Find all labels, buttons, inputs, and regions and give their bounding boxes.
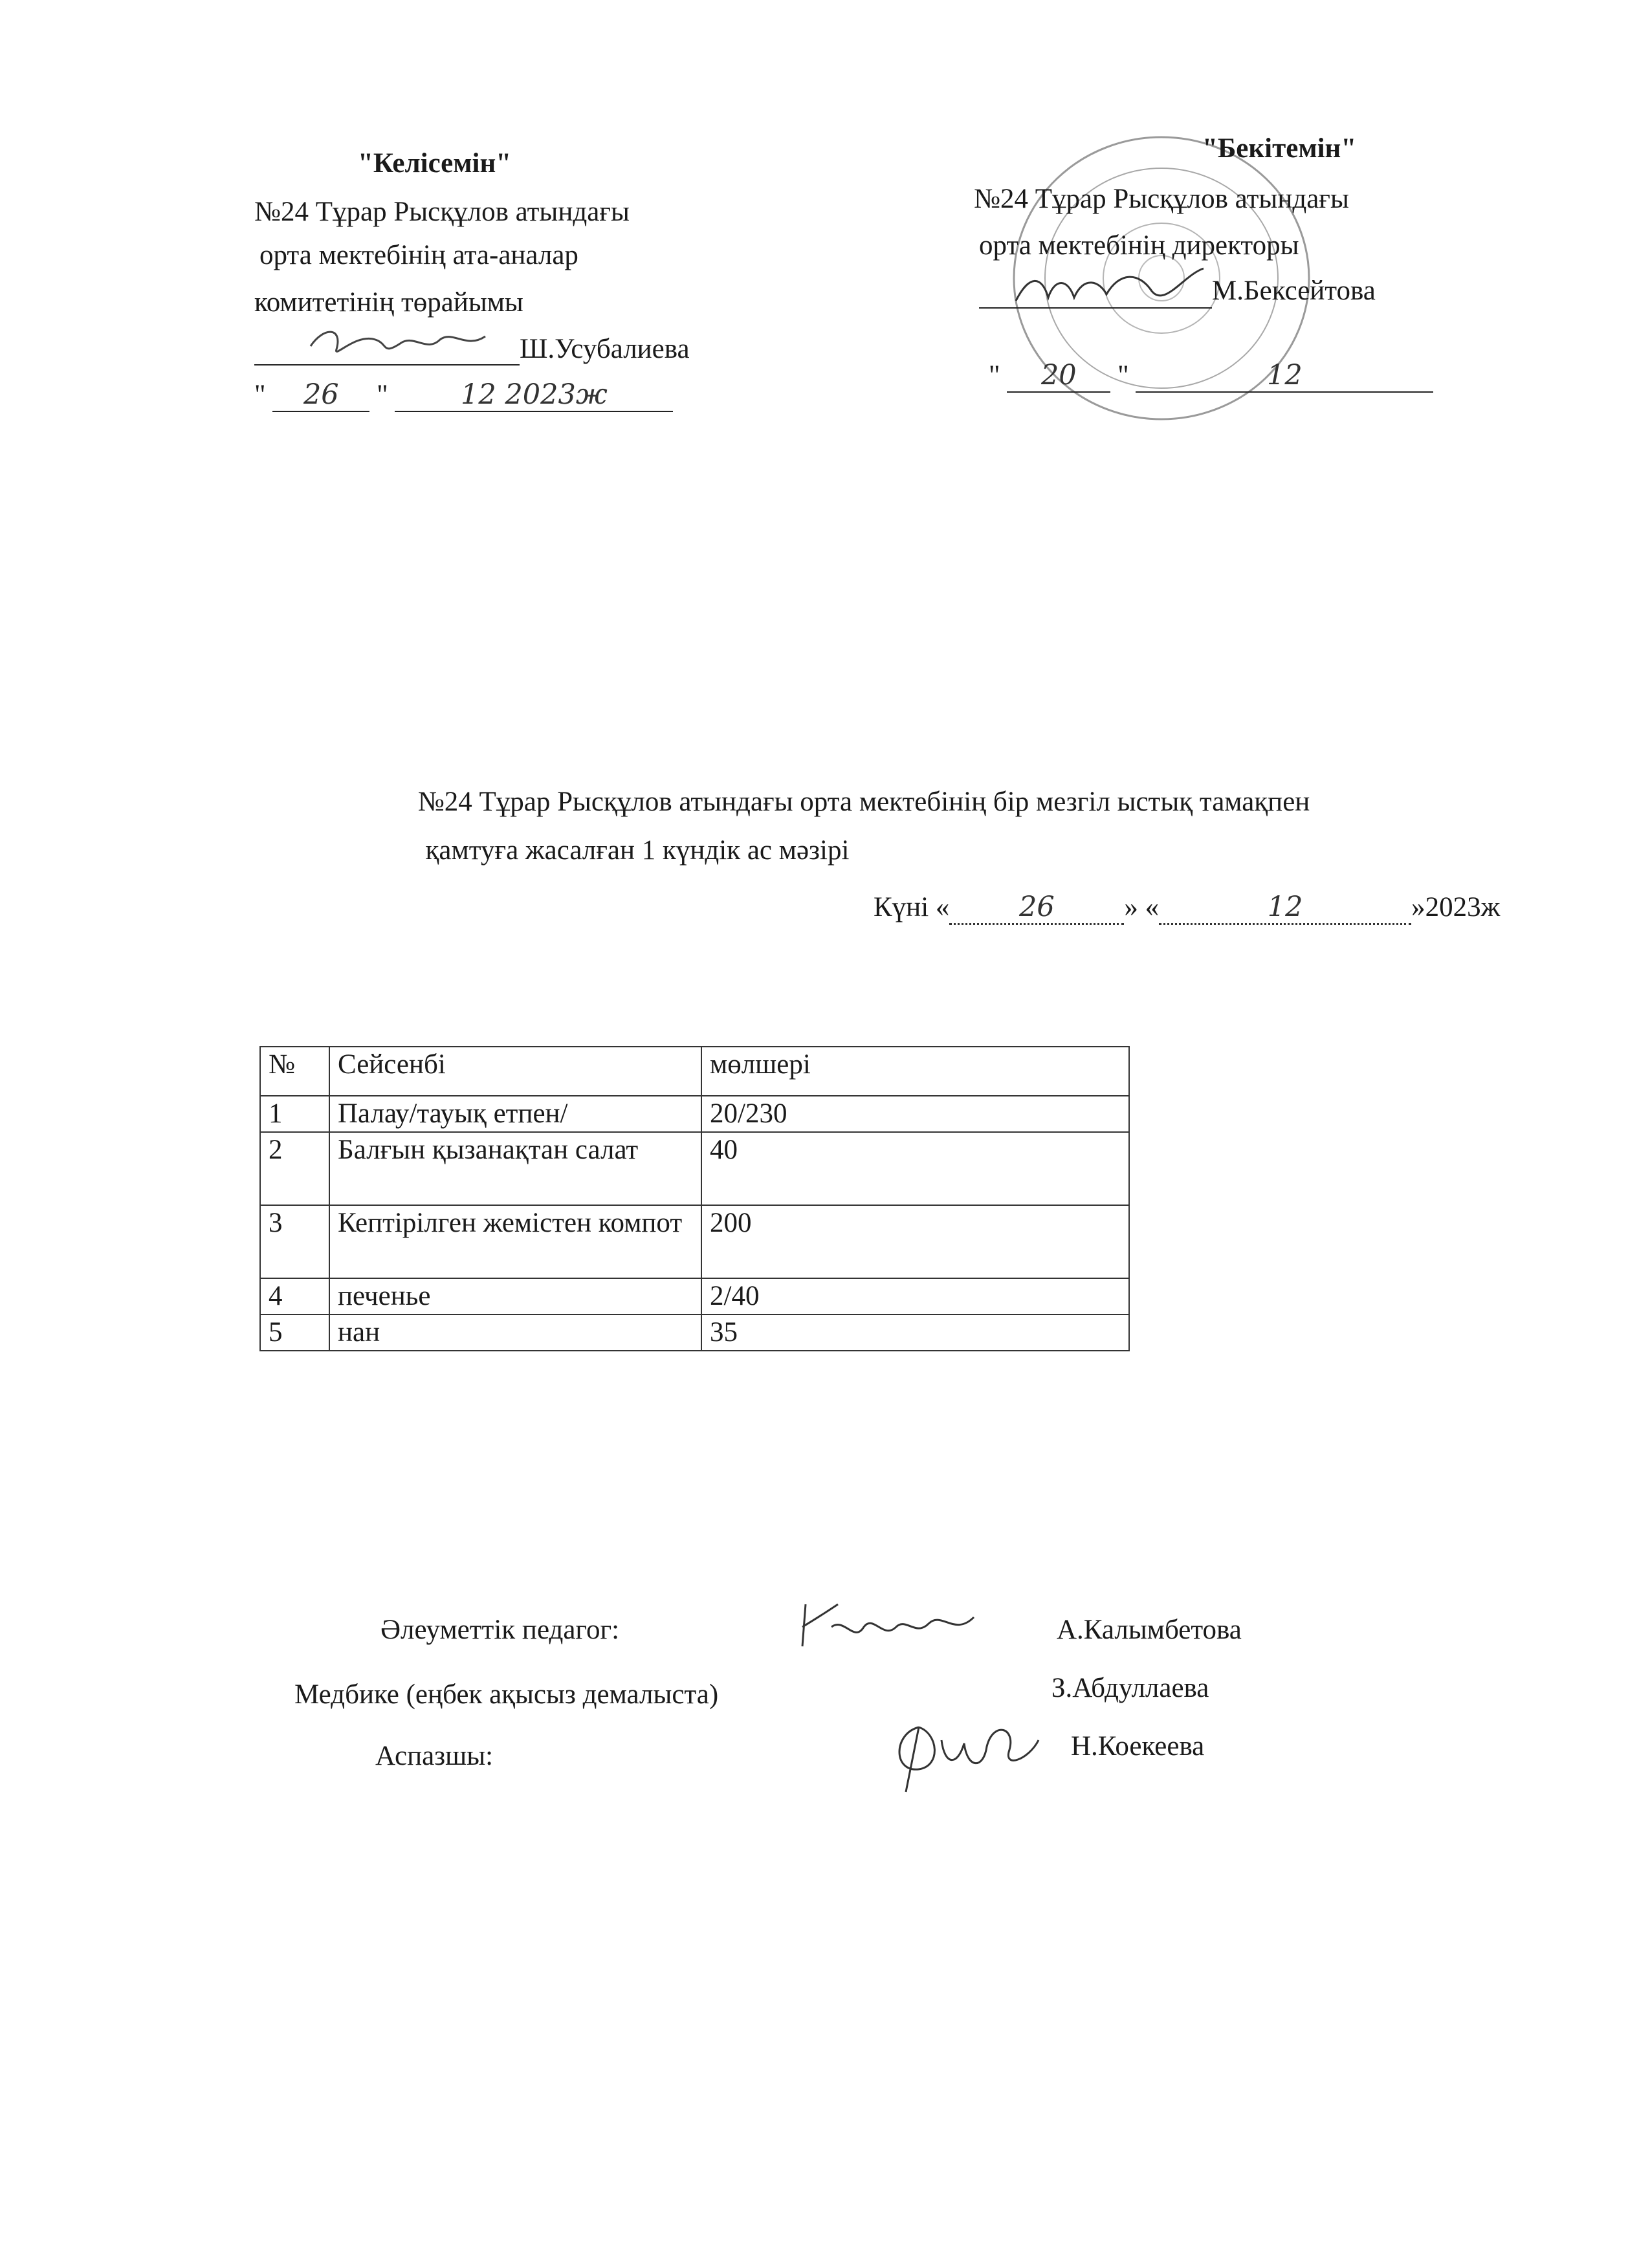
row-dish: нан xyxy=(329,1314,701,1351)
row-dish: Кептірілген жемістен компот xyxy=(329,1205,701,1278)
menu-date-prefix: Күні « xyxy=(874,892,950,922)
table-row xyxy=(260,1205,1129,1278)
row-dish: Палау/тауық етпен/ xyxy=(329,1096,701,1132)
signature-role-nurse: Медбике (еңбек ақысыз демалыста) xyxy=(294,1679,719,1710)
menu-date-month: 12 xyxy=(1159,891,1411,925)
row-amount: 2/40 xyxy=(701,1278,1129,1314)
left-date-month-year: 12 2023ж xyxy=(395,378,673,412)
right-signer-name: М.Бексейтова xyxy=(1212,276,1376,306)
signature-name-nurse: З.Абдуллаева xyxy=(1051,1673,1209,1703)
left-line3: комитетінің төрайымы xyxy=(254,287,523,318)
table-row xyxy=(260,1132,1129,1205)
row-number: 3 xyxy=(260,1205,329,1278)
right-line1: №24 Тұрар Рысқұлов атындағы xyxy=(974,184,1349,214)
row-amount: 20/230 xyxy=(701,1096,1129,1132)
table-row xyxy=(260,1278,1129,1314)
table-header-row xyxy=(260,1047,1129,1096)
left-signer-name: Ш.Усубалиева xyxy=(520,334,690,364)
header-number: № xyxy=(260,1047,329,1096)
cook-signature xyxy=(880,1708,1048,1798)
menu-date-sep: » « xyxy=(1124,892,1160,922)
right-heading: "Бекітемін" xyxy=(1202,133,1357,164)
menu-date-day: 26 xyxy=(949,891,1124,925)
right-date-mid: " xyxy=(1117,360,1129,391)
social-pedagogue-signature xyxy=(793,1591,987,1656)
left-date-day: 26 xyxy=(272,378,369,412)
row-dish: Балғын қызанақтан салат xyxy=(329,1132,701,1205)
header-day: Сейсенбі xyxy=(329,1047,701,1096)
left-line2: орта мектебінің ата-аналар xyxy=(259,240,578,270)
row-amount: 200 xyxy=(701,1205,1129,1278)
menu-title-line2: қамтуға жасалған 1 күндік ас мәзірі xyxy=(425,835,850,866)
right-date-open: " xyxy=(989,360,1000,391)
left-signature xyxy=(304,320,498,369)
table-row xyxy=(260,1096,1129,1132)
right-date-month: 12 xyxy=(1136,359,1433,393)
row-amount: 40 xyxy=(701,1132,1129,1205)
signature-role-cook: Аспазшы: xyxy=(375,1741,494,1771)
menu-title-line1: №24 Тұрар Рысқұлов атындағы орта мектебінің бір мезгіл ыстық тамақпен xyxy=(417,787,1310,817)
left-line1: №24 Тұрар Рысқұлов атындағы xyxy=(254,197,630,227)
left-heading: "Келісемін" xyxy=(358,148,512,179)
right-signature xyxy=(1009,262,1216,317)
row-number: 2 xyxy=(260,1132,329,1205)
row-amount: 35 xyxy=(701,1314,1129,1351)
right-date xyxy=(989,359,1433,393)
header-amount: мөлшері xyxy=(701,1047,1129,1096)
left-date xyxy=(254,378,673,412)
table-row xyxy=(260,1314,1129,1351)
right-date-day: 20 xyxy=(1007,359,1110,393)
menu-date xyxy=(874,891,1500,925)
row-dish: печенье xyxy=(329,1278,701,1314)
right-line2: орта мектебінің директоры xyxy=(979,230,1299,261)
menu-date-suffix: »2023ж xyxy=(1411,892,1501,922)
row-number: 5 xyxy=(260,1314,329,1351)
signature-role-social-pedagogue: Әлеуметтік педагог: xyxy=(380,1615,620,1645)
left-date-open: " xyxy=(254,380,266,410)
left-date-mid: " xyxy=(377,380,388,410)
row-number: 1 xyxy=(260,1096,329,1132)
row-number: 4 xyxy=(260,1278,329,1314)
signature-name-cook: Н.Коекеева xyxy=(1071,1731,1205,1761)
menu-table xyxy=(259,1046,1130,1351)
signature-name-social-pedagogue: А.Калымбетова xyxy=(1057,1615,1242,1645)
